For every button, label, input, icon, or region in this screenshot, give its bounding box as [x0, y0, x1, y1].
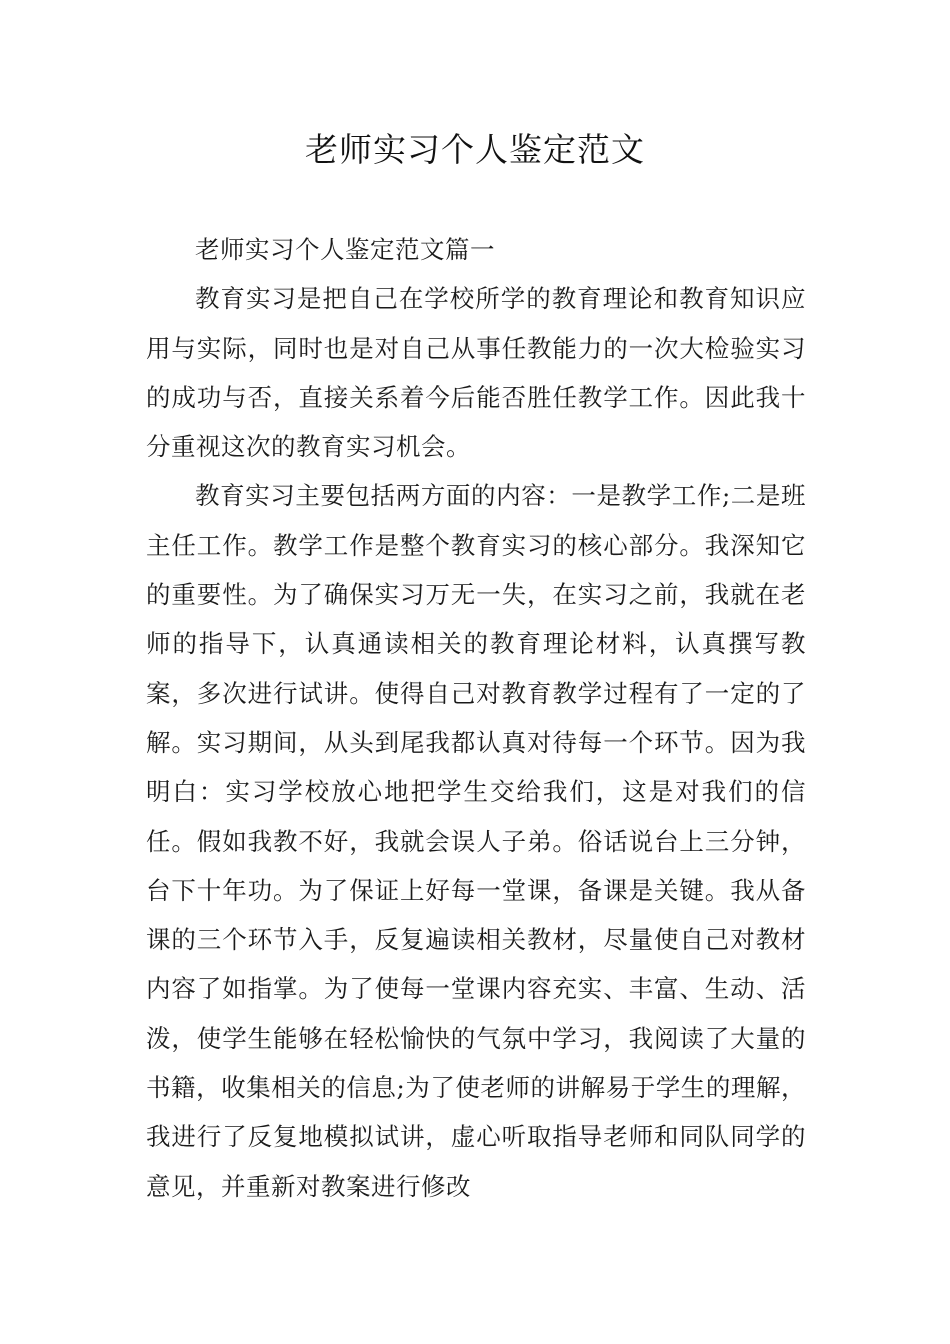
section-heading: 老师实习个人鉴定范文篇一 [195, 235, 495, 264]
document-body [146, 225, 806, 1211]
paragraph-1: 教育实习是把自己在学校所学的教育理论和教育知识应用与实际，同时也是对自己从事任教能力的一次大检验实习的成功与否，直接关系着今后能否胜任教学工作。因此我十分重视这次的教育实习机会。 [146, 284, 806, 462]
document-title: 老师实习个人鉴定范文 [305, 130, 645, 169]
paragraph-2: 教育实习主要包括两方面的内容：一是教学工作;二是班主任工作。教学工作是整个教育实习的核心部分。我深知它的重要性。为了确保实习万无一失，在实习之前，我就在老师的指导下，认真通读相关的教育理论材料，认真撰写教案，多次进行试讲。使得自己对教育教学过程有了一定的了解。实习期间，从头到尾我都认真对待每一个环节。因为我明白：实习学校放心地把学生交给我们，这是对我们的信任。假如我教不好，我就会误人子弟。俗话说台上三分钟，台下十年功。为了保证上好每一堂课，备课是关键。我从备课的三个环节入手，反复遍读相关教材，尽量使自己对教材内容了如指掌。为了使每一堂课内容充实、丰富、生动、活泼，使学生能够在轻松愉快的气氛中学习，我阅读了大量的书籍，收集相关的信息;为了使老师的讲解易于学生的理解，我进行了反复地模拟试讲，虚心听取指导老师和同队同学的意见，并重新对教案进行修改 [146, 481, 806, 1201]
